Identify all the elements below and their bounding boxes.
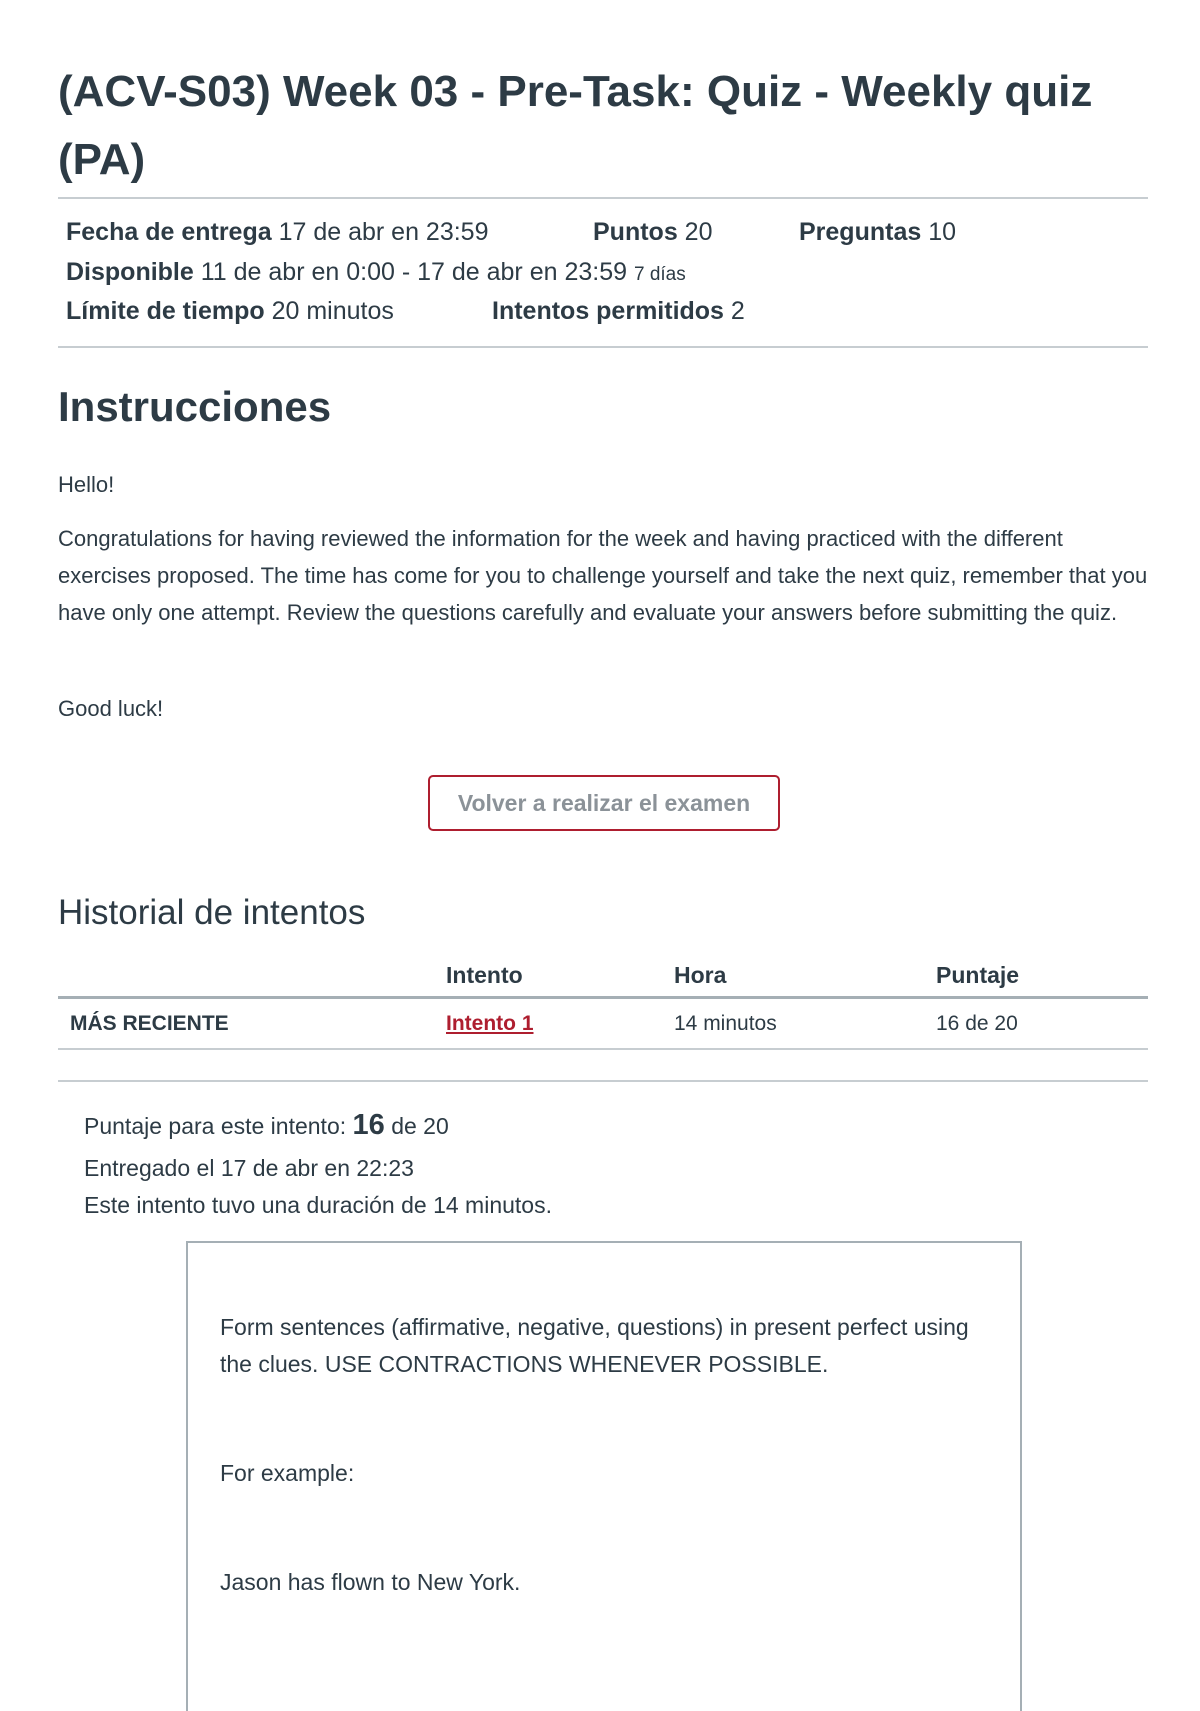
allowed-attempts bbox=[492, 297, 745, 326]
available-days: 7 días bbox=[633, 264, 686, 285]
most-recent-label: MÁS RECIENTE bbox=[70, 1012, 229, 1035]
instructions-heading: Instrucciones bbox=[58, 383, 332, 430]
divider bbox=[58, 1080, 1148, 1082]
column-header-time: Hora bbox=[674, 962, 727, 988]
questions-value: 10 bbox=[928, 218, 957, 246]
attempt-time: 14 minutos bbox=[674, 1012, 777, 1035]
time-limit bbox=[66, 297, 394, 326]
instructions-paragraph: Good luck! bbox=[58, 696, 164, 721]
example-label: For example: bbox=[220, 1460, 355, 1486]
column-header-score: Puntaje bbox=[936, 962, 1020, 988]
attempts-label: Intentos permitidos bbox=[492, 297, 724, 325]
page-title: (ACV-S03) Week 03 - Pre-Task: Quiz - Weekly quiz (PA) bbox=[58, 67, 1093, 184]
due-date-value: 17 de abr en 23:59 bbox=[278, 218, 489, 246]
available-value: 11 de abr en 0:00 - 17 de abr en 23:59 bbox=[200, 258, 628, 286]
points-label: Puntos bbox=[593, 218, 678, 246]
score-value: 16 bbox=[352, 1109, 385, 1141]
due-date bbox=[66, 218, 489, 247]
table-row bbox=[58, 998, 1148, 1050]
question-box bbox=[186, 1241, 1022, 1711]
questions bbox=[799, 218, 956, 247]
instructions-paragraph: Congratulations for having reviewed the information for the week and having practiced with the different exercises proposed. The time has come for you to challenge yourself and take the next quiz, remember that you have only one attempt. Review the questions carefully and evaluate your answers before submitting the quiz. bbox=[58, 526, 1148, 625]
divider bbox=[58, 346, 1148, 348]
available-label: Disponible bbox=[66, 258, 194, 286]
attempt-link[interactable]: Intento 1 bbox=[446, 1012, 534, 1035]
retake-quiz-button[interactable]: Volver a realizar el examen bbox=[428, 775, 780, 831]
availability bbox=[66, 258, 686, 287]
questions-label: Preguntas bbox=[799, 218, 922, 246]
question-prompt: Form sentences (affirmative, negative, questions) in present perfect using the clues. USE CONTRACTIONS WHENEVER POSSIBLE. bbox=[220, 1314, 969, 1377]
attempt-history-header bbox=[58, 958, 1148, 999]
points bbox=[593, 218, 712, 247]
score-suffix: de 20 bbox=[391, 1113, 449, 1139]
divider bbox=[58, 197, 1148, 199]
column-header-attempt: Intento bbox=[446, 962, 523, 988]
score-prefix: Puntaje para este intento: bbox=[84, 1113, 347, 1139]
attempt-score-line bbox=[84, 1109, 449, 1142]
time-limit-label: Límite de tiempo bbox=[66, 297, 265, 325]
attempts-value: 2 bbox=[730, 297, 745, 325]
instructions-paragraph: Hello! bbox=[58, 472, 115, 497]
duration-line: Este intento tuvo una duración de 14 minutos. bbox=[84, 1192, 552, 1218]
points-value: 20 bbox=[684, 218, 713, 246]
due-date-label: Fecha de entrega bbox=[66, 218, 272, 246]
attempt-score: 16 de 20 bbox=[936, 1012, 1018, 1035]
submitted-line: Entregado el 17 de abr en 22:23 bbox=[84, 1155, 414, 1181]
example-sentence: Jason has flown to New York. bbox=[220, 1569, 521, 1595]
time-limit-value: 20 minutos bbox=[271, 297, 394, 325]
attempt-history-heading: Historial de intentos bbox=[58, 893, 366, 932]
